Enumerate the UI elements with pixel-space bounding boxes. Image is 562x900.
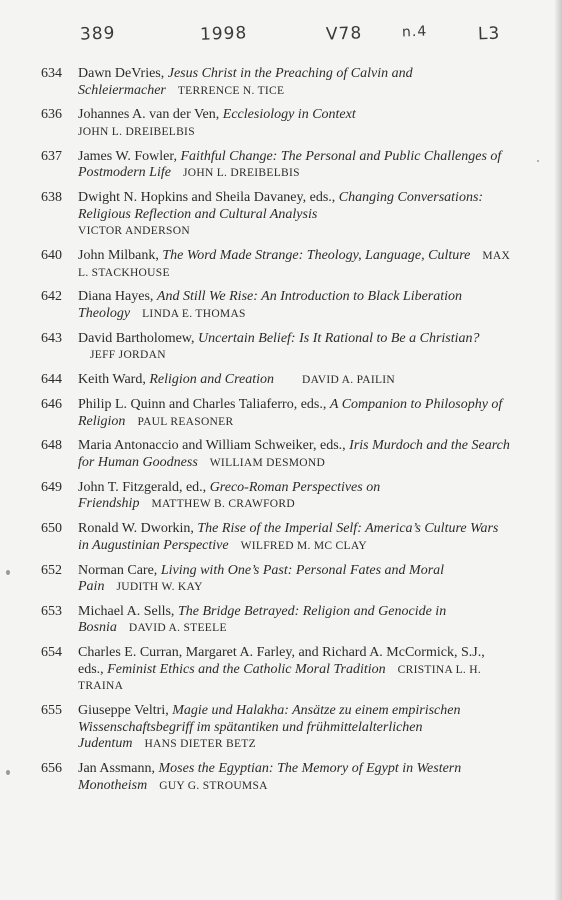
book-title: The Rise of the Imperial Self: America’s Culture Wars in Augustinian Perspective	[78, 521, 499, 553]
reviewer-name: JUDITH W. KAY	[116, 581, 203, 594]
page-number: 640	[41, 248, 62, 264]
book-author: David Bartholomew,	[78, 330, 195, 346]
review-entry	[41, 248, 511, 281]
page-number: 649	[41, 479, 62, 495]
page-number: 650	[41, 521, 62, 537]
page-number: 648	[41, 438, 62, 454]
book-title: The Word Made Strange: Theology, Language, Culture	[162, 248, 471, 264]
page-number: 654	[41, 645, 62, 661]
book-title: A Companion to Philosophy of Religion	[78, 397, 503, 429]
page-number: 636	[41, 107, 62, 123]
book-author: Dawn DeVries,	[78, 66, 165, 81]
book-author: James W. Fowler,	[78, 148, 177, 164]
book-title: And Still We Rise: An Introduction to Black Liberation Theology	[78, 289, 463, 322]
page-number: 637	[41, 148, 62, 164]
scan-speck	[6, 770, 10, 775]
reviewer-name: JOHN L. DREIBELBIS	[182, 167, 300, 180]
handwritten-note: 1998	[199, 23, 248, 45]
reviewer-name: CRISTINA L. H. TRAINA	[78, 663, 482, 693]
page-number: 638	[41, 190, 62, 206]
review-entry	[41, 521, 511, 554]
book-author: Johannes A. van der Ven,	[78, 107, 220, 123]
book-author: Norman Care,	[78, 562, 158, 578]
book-title: Changing Conversations: Religious Reflection and Cultural Analysis	[78, 190, 484, 222]
book-author: Michael A. Sells,	[78, 603, 175, 619]
book-author: Maria Antonaccio and William Schweiker, eds.,	[78, 438, 346, 454]
scan-speck	[6, 570, 10, 575]
book-title: Ecclesiology in Context	[222, 107, 356, 123]
book-author: John Milbank,	[78, 248, 159, 264]
review-entry	[41, 761, 511, 794]
review-entry	[41, 66, 511, 99]
book-author: Diana Hayes,	[78, 289, 154, 305]
book-title: Greco-Roman Perspectives on Friendship	[78, 479, 381, 512]
page-number: 646	[41, 397, 62, 412]
review-entry	[41, 703, 511, 753]
book-title: Religion and Creation	[149, 372, 275, 388]
book-author: Ronald W. Dworkin,	[78, 521, 194, 537]
book-title: Living with One’s Past: Personal Fates and Moral Pain	[78, 562, 445, 595]
reviewer-name: PAUL REASONER	[137, 415, 234, 428]
handwritten-annotation	[0, 20, 562, 54]
handwritten-note: n.4	[401, 23, 428, 41]
book-title: Iris Murdoch and the Search for Human Goodness	[78, 438, 510, 470]
book-author: Philip L. Quinn and Charles Taliaferro, eds.,	[78, 397, 327, 412]
scan-speck	[537, 160, 539, 162]
reviewer-name: DAVID A. STEELE	[128, 622, 227, 635]
reviewer-name: MAX L. STACKHOUSE	[78, 250, 511, 279]
page-number: 644	[41, 372, 62, 388]
book-author: Keith Ward,	[78, 372, 146, 388]
book-title: The Bridge Betrayed: Religion and Genocide in Bosnia	[78, 603, 447, 636]
review-entry	[41, 645, 511, 695]
book-title: Faithful Change: The Personal and Public Challenges of Postmodern Life	[78, 148, 502, 181]
reviewer-name: DAVID A. PAILIN	[302, 374, 396, 387]
page-number: 643	[41, 330, 62, 346]
book-review-list	[41, 66, 511, 803]
handwritten-note: L3	[477, 23, 501, 45]
book-title: Moses the Egyptian: The Memory of Egypt in Western Monotheism	[78, 761, 462, 793]
book-author: Charles E. Curran, Margaret A. Farley, and Richard A. McCormick, S.J., eds.,	[78, 645, 485, 677]
handwritten-note: V78	[325, 23, 363, 45]
review-entry	[41, 480, 511, 513]
page-number: 653	[41, 603, 62, 619]
book-title: Magie und Halakha: Ansätze zu einem empirischen Wissenschaftsbegriff im spätantiken und frühmittelalterlichen Judentum	[78, 703, 461, 752]
book-title: Jesus Christ in the Preaching of Calvin and Schleiermacher	[78, 66, 413, 98]
review-entry	[41, 289, 511, 322]
page-number: 642	[41, 289, 62, 305]
page-number: 634	[41, 66, 62, 81]
reviewer-name: WILLIAM DESMOND	[209, 456, 326, 469]
review-entry	[41, 397, 511, 430]
reviewer-name: TERRENCE N. TICE	[177, 84, 285, 97]
page-number: 655	[41, 703, 62, 719]
book-author: Dwight N. Hopkins and Sheila Davaney, eds.,	[78, 190, 336, 206]
review-entry	[41, 331, 511, 364]
review-entry	[41, 438, 511, 471]
book-title: Uncertain Belief: Is It Rational to Be a Christian?	[198, 330, 480, 346]
page-number: 652	[41, 562, 62, 578]
scan-edge	[554, 0, 562, 900]
page-number: 656	[41, 761, 62, 777]
book-author: Giuseppe Veltri,	[78, 703, 169, 719]
book-title: Feminist Ethics and the Catholic Moral Tradition	[107, 661, 386, 677]
reviewer-name: JEFF JORDAN	[90, 349, 166, 362]
reviewer-name: LINDA E. THOMAS	[142, 308, 246, 321]
book-author: Jan Assmann,	[78, 761, 155, 777]
review-entry	[41, 190, 511, 240]
reviewer-name: GUY G. STROUMSA	[159, 779, 268, 792]
reviewer-name: WILFRED M. MC CLAY	[240, 539, 367, 552]
reviewer-name: JOHN L. DREIBELBIS	[78, 125, 195, 138]
reviewer-name: MATTHEW B. CRAWFORD	[151, 498, 295, 511]
reviewer-name: VICTOR ANDERSON	[78, 225, 190, 238]
review-entry	[41, 563, 511, 596]
review-entry	[41, 107, 511, 140]
handwritten-note: 389	[79, 23, 116, 45]
review-entry	[41, 372, 511, 389]
book-author: John T. Fitzgerald, ed.,	[78, 479, 207, 495]
reviewer-name: HANS DIETER BETZ	[144, 738, 256, 751]
review-entry	[41, 604, 511, 637]
review-entry	[41, 149, 511, 182]
